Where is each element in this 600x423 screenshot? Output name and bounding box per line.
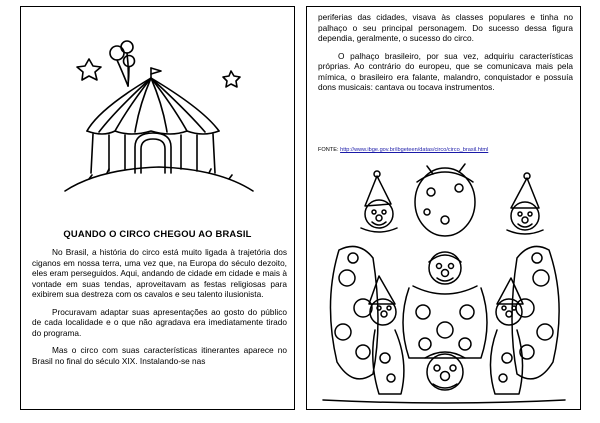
right-body-text xyxy=(318,12,573,100)
source-citation xyxy=(318,147,573,153)
paragraph: periferias das cidades, visava às classes populares e tinha no palhaço o seu principal personagem. Do sucesso dessa figura dependia, geralmente, o sucesso do circo. xyxy=(318,12,573,43)
paragraph: O palhaço brasileiro, por sua vez, adquiriu características próprias. Ao contrário do europeu, que se comunicava mais pela mímica, o brasileiro era falante, malandro, conquistador e possuía dons musicais: cantava ou tocava instrumentos. xyxy=(318,50,573,92)
paragraph: Mas o circo com suas características itinerantes aparece no Brasil no final do século XIX. Instalando-se nas xyxy=(32,345,287,366)
source-label: FONTE: xyxy=(318,147,339,153)
source-link[interactable]: http://www.ibge.gov.br/ibgeteen/datas/circo/circo_brasil.html xyxy=(340,147,489,153)
circus-tent-illustration xyxy=(59,31,259,199)
paragraph: No Brasil, a história do circo está muito ligada à trajetória dos ciganos em nossa terra, uma vez que, na Europa do século dezoito, eles eram perseguidos. Aqui, andando de cidade em cidade e mais à vontade em suas tendas, aproveitavam as festas religiosas para exibirem sua destreza com os cavalos e seu talento ilusionista. xyxy=(32,247,287,299)
left-body-text xyxy=(32,247,287,373)
right-page xyxy=(306,6,581,410)
page-title: QUANDO O CIRCO CHEGOU AO BRASIL xyxy=(63,228,252,239)
clowns-illustration xyxy=(313,162,575,407)
left-page xyxy=(20,6,295,410)
paragraph: Procuravam adaptar suas apresentações ao gosto do público de cada localidade e o que não agradava era imediatamente tirado do programa. xyxy=(32,306,287,338)
